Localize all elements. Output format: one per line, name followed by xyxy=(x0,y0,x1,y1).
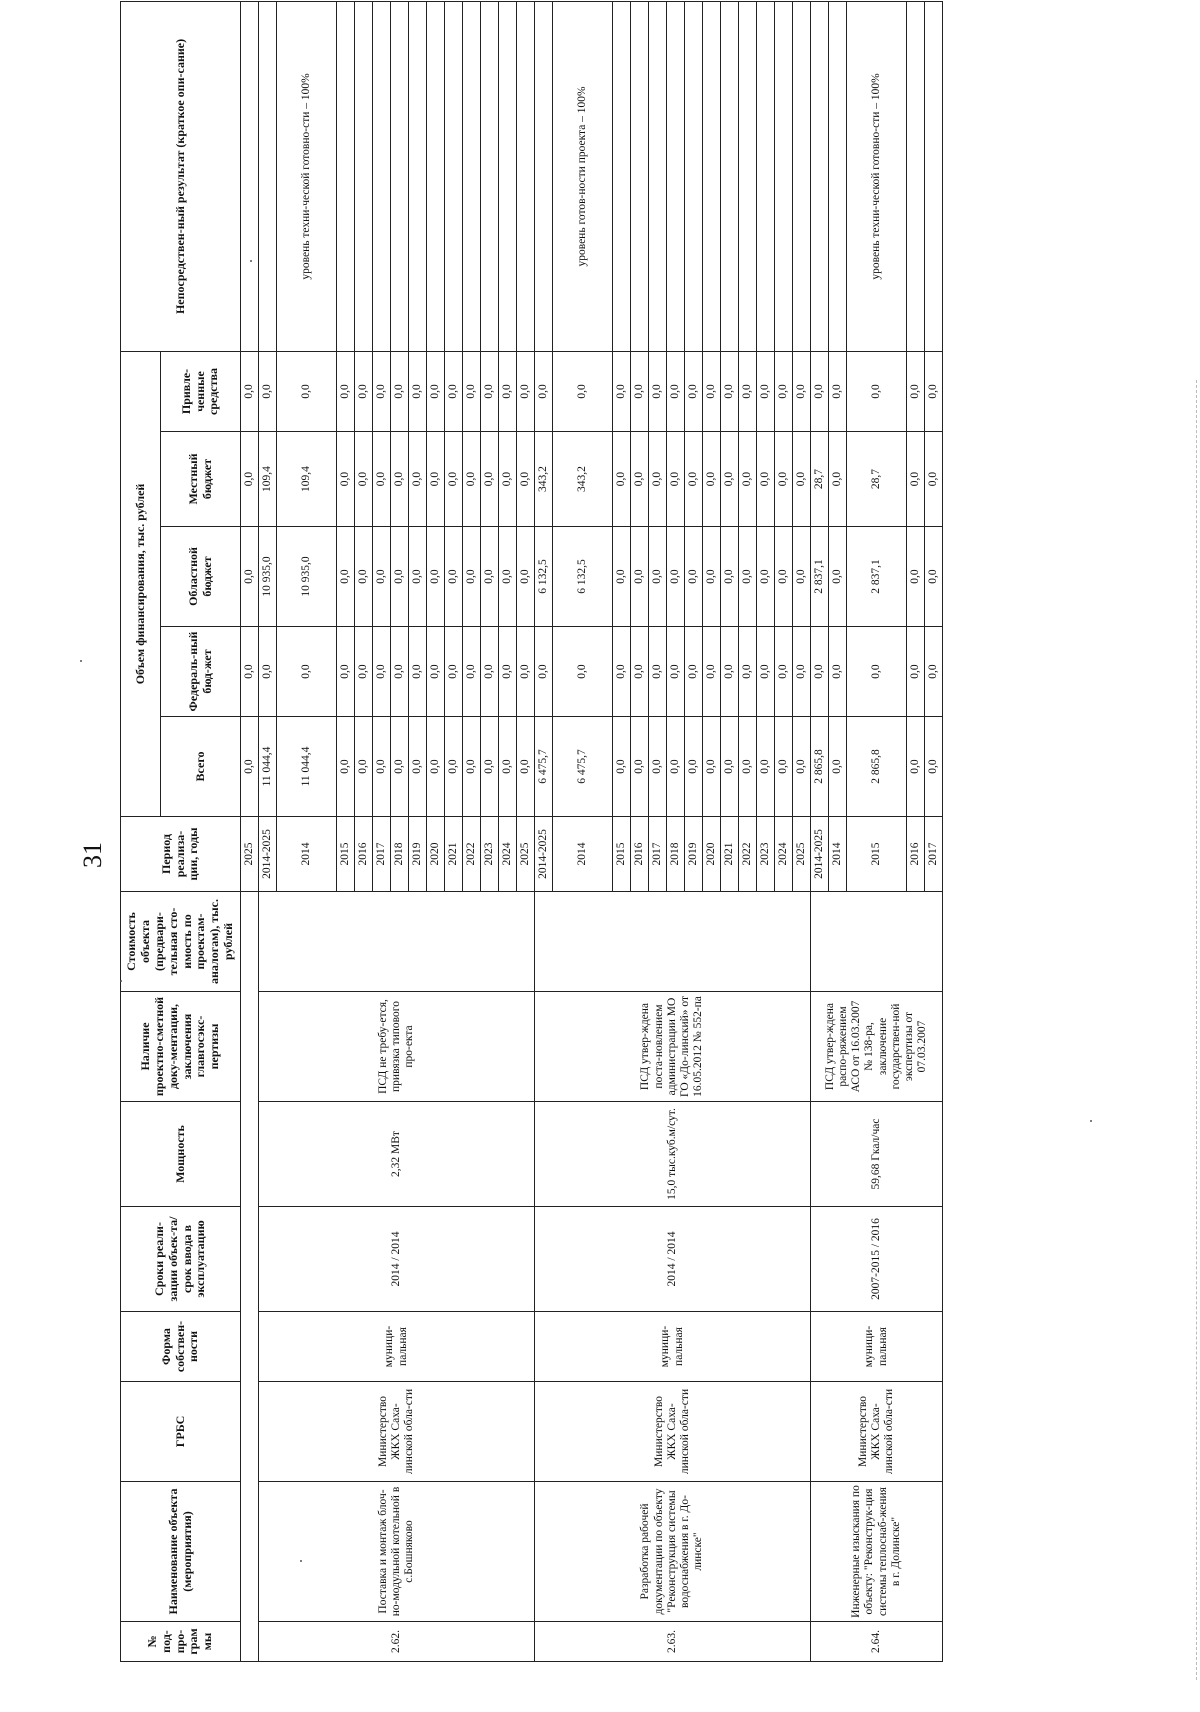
cell-total: 6 475,7 xyxy=(553,717,613,817)
cell-regional: 10 935,0 xyxy=(277,527,337,627)
cell-result xyxy=(811,1,829,351)
cell-federal: 0,0 xyxy=(409,627,427,717)
cell-result xyxy=(667,1,685,351)
cell-result xyxy=(409,1,427,351)
cell-federal: 0,0 xyxy=(811,627,829,717)
cell-period: 2015 xyxy=(613,817,631,892)
cell-period: 2014 xyxy=(553,817,613,892)
cell-result xyxy=(517,1,535,351)
cell-total: 0,0 xyxy=(355,717,373,817)
scan-speck xyxy=(80,660,82,662)
header-ownership: Форма собствен-ности xyxy=(121,1312,241,1382)
cell-local: 0,0 xyxy=(721,432,739,527)
cell-attracted: 0,0 xyxy=(631,351,649,431)
cell-local: 28,7 xyxy=(811,432,829,527)
cell-attracted: 0,0 xyxy=(613,351,631,431)
cell-federal: 0,0 xyxy=(757,627,775,717)
cell-attracted: 0,0 xyxy=(241,351,259,431)
cell-attracted: 0,0 xyxy=(649,351,667,431)
cell-period: 2022 xyxy=(739,817,757,892)
header-terms: Сроки реали-зации объек-та/срок ввода в эксплуатацию xyxy=(121,1207,241,1312)
cell-result xyxy=(373,1,391,351)
cell-total: 0,0 xyxy=(427,717,445,817)
item-power: 59,68 Гкал/час xyxy=(811,1102,943,1207)
cell-regional: 0,0 xyxy=(445,527,463,627)
cell-regional: 0,0 xyxy=(703,527,721,627)
cell-local: 0,0 xyxy=(703,432,721,527)
cell-attracted: 0,0 xyxy=(355,351,373,431)
cell-local: 0,0 xyxy=(517,432,535,527)
cell-result xyxy=(241,1,259,351)
cell-regional: 0,0 xyxy=(649,527,667,627)
cell-local: 0,0 xyxy=(445,432,463,527)
header-funding: Объем финансирования, тыс. рублей xyxy=(121,351,161,816)
cell-result xyxy=(355,1,373,351)
cell-period: 2017 xyxy=(925,817,943,892)
cell-period: 2019 xyxy=(685,817,703,892)
item-psd: ПСД утвер-ждена поста-новлением администрации МО ГО «До-линский» от 16.05.2012 № 552-па xyxy=(535,992,811,1102)
cell-attracted: 0,0 xyxy=(553,351,613,431)
cell-federal: 0,0 xyxy=(703,627,721,717)
cell-attracted: 0,0 xyxy=(391,351,409,431)
cell-attracted: 0,0 xyxy=(757,351,775,431)
scan-speck xyxy=(250,260,252,262)
cell-period: 2014-2025 xyxy=(259,817,277,892)
item-ownership: муници-пальная xyxy=(259,1312,535,1382)
cell-period: 2015 xyxy=(337,817,355,892)
cell-regional: 0,0 xyxy=(373,527,391,627)
cell-period: 2015 xyxy=(847,817,907,892)
cell-total: 0,0 xyxy=(409,717,427,817)
cell-regional: 0,0 xyxy=(427,527,445,627)
header-total: Всего xyxy=(161,717,241,817)
cell-federal: 0,0 xyxy=(499,627,517,717)
cell-attracted: 0,0 xyxy=(811,351,829,431)
cell-attracted: 0,0 xyxy=(445,351,463,431)
cell-local: 0,0 xyxy=(427,432,445,527)
cell-federal: 0,0 xyxy=(925,627,943,717)
cell-federal: 0,0 xyxy=(685,627,703,717)
cell-attracted: 0,0 xyxy=(373,351,391,431)
cell-local: 0,0 xyxy=(631,432,649,527)
cell-local: 0,0 xyxy=(907,432,925,527)
item-ownership: муници-пальная xyxy=(535,1312,811,1382)
cell-regional: 0,0 xyxy=(613,527,631,627)
cell-attracted: 0,0 xyxy=(463,351,481,431)
cell-total: 0,0 xyxy=(337,717,355,817)
item-name: Поставка и монтаж блоч-но-модульной котельной в с.Бошняково xyxy=(259,1482,535,1622)
header-cost: Стоимость объекта (предвари-тельная сто-имость по проектам-аналогам), тыс. рублей xyxy=(121,892,241,992)
cell-regional: 6 132,5 xyxy=(535,527,553,627)
cell-result xyxy=(925,1,943,351)
cell-regional: 0,0 xyxy=(757,527,775,627)
cell-local: 0,0 xyxy=(739,432,757,527)
item-number: 2.63. xyxy=(535,1622,811,1662)
header-num: № под-про-грам мы xyxy=(121,1622,241,1662)
cell-regional: 2 837,1 xyxy=(811,527,829,627)
cell-federal: 0,0 xyxy=(373,627,391,717)
item-cost xyxy=(811,892,943,992)
cell-attracted: 0,0 xyxy=(337,351,355,431)
item-power: 15,0 тыс.куб.м/сут. xyxy=(535,1102,811,1207)
cell-total: 0,0 xyxy=(703,717,721,817)
cell-local: 0,0 xyxy=(355,432,373,527)
cell-result xyxy=(757,1,775,351)
cell-attracted: 0,0 xyxy=(847,351,907,431)
cell-federal: 0,0 xyxy=(337,627,355,717)
cell-local: 0,0 xyxy=(499,432,517,527)
cell-attracted: 0,0 xyxy=(499,351,517,431)
cell-federal: 0,0 xyxy=(775,627,793,717)
cell-federal: 0,0 xyxy=(631,627,649,717)
cell-local: 28,7 xyxy=(847,432,907,527)
cell-regional: 0,0 xyxy=(241,527,259,627)
cell-regional: 0,0 xyxy=(667,527,685,627)
cell-local: 343,2 xyxy=(553,432,613,527)
page-number: 31 xyxy=(78,842,107,868)
cell-attracted: 0,0 xyxy=(739,351,757,431)
cell-period: 2022 xyxy=(463,817,481,892)
cell-period: 2021 xyxy=(721,817,739,892)
cell-period: 2024 xyxy=(499,817,517,892)
header-name: Наименование объекта (мероприятия) xyxy=(121,1482,241,1622)
item-cost xyxy=(259,892,535,992)
cell-total: 0,0 xyxy=(499,717,517,817)
cell-federal: 0,0 xyxy=(535,627,553,717)
cell-federal: 0,0 xyxy=(241,627,259,717)
cell-regional: 0,0 xyxy=(463,527,481,627)
cell-attracted: 0,0 xyxy=(829,351,847,431)
cell-result xyxy=(499,1,517,351)
cell-regional: 6 132,5 xyxy=(553,527,613,627)
cell-result xyxy=(535,1,553,351)
table-row xyxy=(259,1,277,1661)
cell-result xyxy=(703,1,721,351)
cell-local: 0,0 xyxy=(775,432,793,527)
cell-result xyxy=(463,1,481,351)
cell-local: 0,0 xyxy=(685,432,703,527)
cell-attracted: 0,0 xyxy=(481,351,499,431)
cell-total: 0,0 xyxy=(793,717,811,817)
cell-total: 0,0 xyxy=(757,717,775,817)
cell-period: 2021 xyxy=(445,817,463,892)
budget-table xyxy=(120,1,943,1662)
cell-local: 343,2 xyxy=(535,432,553,527)
cell-local: 0,0 xyxy=(373,432,391,527)
cell-total: 6 475,7 xyxy=(535,717,553,817)
cell-total: 0,0 xyxy=(685,717,703,817)
scan-speck xyxy=(300,1560,302,1562)
cell-total: 0,0 xyxy=(667,717,685,817)
cell-period: 2024 xyxy=(775,817,793,892)
cell-federal: 0,0 xyxy=(355,627,373,717)
cell-regional: 0,0 xyxy=(721,527,739,627)
cell-result xyxy=(907,1,925,351)
cell-total: 0,0 xyxy=(829,717,847,817)
cell-attracted: 0,0 xyxy=(517,351,535,431)
cell-attracted: 0,0 xyxy=(277,351,337,431)
cell-result xyxy=(775,1,793,351)
table-row xyxy=(241,1,259,1661)
cell-federal: 0,0 xyxy=(793,627,811,717)
cell-total: 2 865,8 xyxy=(847,717,907,817)
table-row xyxy=(811,1,829,1661)
item-number: 2.62. xyxy=(259,1622,535,1662)
cell-attracted: 0,0 xyxy=(685,351,703,431)
cell-federal: 0,0 xyxy=(613,627,631,717)
item-psd: ПСД утвер-ждена распо-ряжением АСО от 16.03.2007 № 138-ра, заключение государствен-ной экспертизы от 07.03.2007 xyxy=(811,992,943,1102)
cell-regional: 0,0 xyxy=(391,527,409,627)
cell-total: 0,0 xyxy=(925,717,943,817)
cell-federal: 0,0 xyxy=(829,627,847,717)
cell-regional: 10 935,0 xyxy=(259,527,277,627)
cell-total: 0,0 xyxy=(721,717,739,817)
cell-result xyxy=(427,1,445,351)
cell-regional: 0,0 xyxy=(355,527,373,627)
cell-total: 0,0 xyxy=(775,717,793,817)
cell-result xyxy=(613,1,631,351)
cell-federal: 0,0 xyxy=(649,627,667,717)
scan-speck xyxy=(1090,1120,1092,1122)
cell-regional: 0,0 xyxy=(499,527,517,627)
header-period: Период реализа-ции, годы xyxy=(121,817,241,892)
cell-result xyxy=(391,1,409,351)
cell-period: 2020 xyxy=(427,817,445,892)
cell-federal: 0,0 xyxy=(847,627,907,717)
cell-local: 0,0 xyxy=(337,432,355,527)
cell-attracted: 0,0 xyxy=(535,351,553,431)
item-grbs: Министерство ЖКХ Саха-линской обла-сти xyxy=(811,1382,943,1482)
cell-attracted: 0,0 xyxy=(259,351,277,431)
cell-regional: 0,0 xyxy=(829,527,847,627)
cell-local: 0,0 xyxy=(757,432,775,527)
cell-federal: 0,0 xyxy=(259,627,277,717)
cell-period: 2023 xyxy=(757,817,775,892)
cell-result xyxy=(829,1,847,351)
cell-local: 0,0 xyxy=(241,432,259,527)
cell-attracted: 0,0 xyxy=(925,351,943,431)
cell-federal: 0,0 xyxy=(667,627,685,717)
item-grbs: Министерство ЖКХ Саха-линской обла-сти xyxy=(259,1382,535,1482)
cell-result xyxy=(793,1,811,351)
cell-period: 2014-2025 xyxy=(811,817,829,892)
header-result: Непосредствен-ный результат (краткое опи-сание) xyxy=(121,1,241,351)
cell-result: уровень техни-ческой готовно-сти – 100% xyxy=(277,1,337,351)
item-terms: 2007-2015 / 2016 xyxy=(811,1207,943,1312)
item-cost xyxy=(535,892,811,992)
cell-local: 0,0 xyxy=(649,432,667,527)
cell-total: 0,0 xyxy=(613,717,631,817)
cell-local: 0,0 xyxy=(463,432,481,527)
cell-total: 0,0 xyxy=(241,717,259,817)
cell-regional: 0,0 xyxy=(793,527,811,627)
cell-federal: 0,0 xyxy=(463,627,481,717)
cell-local: 0,0 xyxy=(481,432,499,527)
cell-result xyxy=(259,1,277,351)
header-regional: Областной бюджет xyxy=(161,527,241,627)
cell-regional: 0,0 xyxy=(685,527,703,627)
item-ownership: муници-пальная xyxy=(811,1312,943,1382)
cell-regional: 0,0 xyxy=(907,527,925,627)
cell-result xyxy=(649,1,667,351)
cell-total: 2 865,8 xyxy=(811,717,829,817)
cell-regional: 2 837,1 xyxy=(847,527,907,627)
cell-regional: 0,0 xyxy=(631,527,649,627)
cell-federal: 0,0 xyxy=(907,627,925,717)
cell-local: 0,0 xyxy=(391,432,409,527)
cell-local: 0,0 xyxy=(613,432,631,527)
cell-period: 2017 xyxy=(373,817,391,892)
cell-attracted: 0,0 xyxy=(427,351,445,431)
cell-result xyxy=(481,1,499,351)
cell-regional: 0,0 xyxy=(517,527,535,627)
cell-federal: 0,0 xyxy=(391,627,409,717)
cell-federal: 0,0 xyxy=(739,627,757,717)
cell-total: 0,0 xyxy=(463,717,481,817)
cell-period: 2016 xyxy=(631,817,649,892)
cell-federal: 0,0 xyxy=(553,627,613,717)
cell-period: 2019 xyxy=(409,817,427,892)
header-grbs: ГРБС xyxy=(121,1382,241,1482)
cell-total: 0,0 xyxy=(739,717,757,817)
cell-total: 0,0 xyxy=(373,717,391,817)
cell-total: 0,0 xyxy=(391,717,409,817)
cell-period: 2014 xyxy=(829,817,847,892)
cell-result xyxy=(337,1,355,351)
cell-total: 11 044,4 xyxy=(259,717,277,817)
cell-result xyxy=(685,1,703,351)
cell-period: 2017 xyxy=(649,817,667,892)
cell-total: 11 044,4 xyxy=(277,717,337,817)
scan-speck xyxy=(120,980,122,982)
cell-federal: 0,0 xyxy=(445,627,463,717)
cell-period: 2018 xyxy=(667,817,685,892)
header-attracted: Привле-ченные средства xyxy=(161,351,241,431)
cell-attracted: 0,0 xyxy=(775,351,793,431)
cell-total: 0,0 xyxy=(481,717,499,817)
item-terms: 2014 / 2014 xyxy=(259,1207,535,1312)
cell-regional: 0,0 xyxy=(775,527,793,627)
cell-period: 2018 xyxy=(391,817,409,892)
cell-result xyxy=(721,1,739,351)
cell-attracted: 0,0 xyxy=(907,351,925,431)
item-number: 2.64. xyxy=(811,1622,943,1662)
item-psd: ПСД не требу-ется, привязка типового про-екта xyxy=(259,992,535,1102)
cell-attracted: 0,0 xyxy=(721,351,739,431)
table-row xyxy=(535,1,553,1661)
cell-period: 2025 xyxy=(793,817,811,892)
item-power: 2,32 МВт xyxy=(259,1102,535,1207)
cell-period: 2014 xyxy=(277,817,337,892)
cell-local: 0,0 xyxy=(667,432,685,527)
cell-federal: 0,0 xyxy=(721,627,739,717)
cell-local: 0,0 xyxy=(925,432,943,527)
header-psd: Наличие проектно-сметной доку-ментации, заключения главгосэкс-пертизы xyxy=(121,992,241,1102)
header-power: Мощность xyxy=(121,1102,241,1207)
item-terms: 2014 / 2014 xyxy=(535,1207,811,1312)
cell-total: 0,0 xyxy=(445,717,463,817)
cell-local: 0,0 xyxy=(409,432,427,527)
cell-federal: 0,0 xyxy=(481,627,499,717)
cell-local: 0,0 xyxy=(793,432,811,527)
cell-total: 0,0 xyxy=(649,717,667,817)
cell-regional: 0,0 xyxy=(925,527,943,627)
cell-attracted: 0,0 xyxy=(409,351,427,431)
cell-result xyxy=(445,1,463,351)
carryover-cell xyxy=(241,892,259,1662)
cell-result xyxy=(631,1,649,351)
cell-result: уровень техни-ческой готовно-сти – 100% xyxy=(847,1,907,351)
cell-attracted: 0,0 xyxy=(793,351,811,431)
cell-total: 0,0 xyxy=(631,717,649,817)
cell-regional: 0,0 xyxy=(481,527,499,627)
cell-local: 0,0 xyxy=(829,432,847,527)
cell-attracted: 0,0 xyxy=(703,351,721,431)
cell-local: 109,4 xyxy=(277,432,337,527)
cell-period: 2016 xyxy=(907,817,925,892)
cell-period: 2025 xyxy=(241,817,259,892)
cell-local: 109,4 xyxy=(259,432,277,527)
cell-regional: 0,0 xyxy=(409,527,427,627)
item-name: Инженерные изыскания по объекту: "Реконструк-ция системы теплоснаб-жения в г. Долинске" xyxy=(811,1482,943,1622)
cell-period: 2025 xyxy=(517,817,535,892)
cell-regional: 0,0 xyxy=(739,527,757,627)
cell-period: 2014-2025 xyxy=(535,817,553,892)
rotated-page xyxy=(120,2,1120,1662)
cell-period: 2020 xyxy=(703,817,721,892)
cell-result xyxy=(739,1,757,351)
item-name: Разработка рабочей документации по объекту "Реконструкция системы водоснабжения в г. До-линске" xyxy=(535,1482,811,1622)
cell-attracted: 0,0 xyxy=(667,351,685,431)
cell-total: 0,0 xyxy=(517,717,535,817)
item-grbs: Министерство ЖКХ Саха-линской обла-сти xyxy=(535,1382,811,1482)
cell-period: 2016 xyxy=(355,817,373,892)
cell-federal: 0,0 xyxy=(277,627,337,717)
header-federal: Федераль-ный бюд-жет xyxy=(161,627,241,717)
cell-federal: 0,0 xyxy=(427,627,445,717)
cell-period: 2023 xyxy=(481,817,499,892)
cell-result: уровень готов-ности проекта – 100% xyxy=(553,1,613,351)
scan-edge-line xyxy=(1196,380,1200,1680)
header-local: Местный бюджет xyxy=(161,432,241,527)
cell-federal: 0,0 xyxy=(517,627,535,717)
cell-regional: 0,0 xyxy=(337,527,355,627)
cell-total: 0,0 xyxy=(907,717,925,817)
